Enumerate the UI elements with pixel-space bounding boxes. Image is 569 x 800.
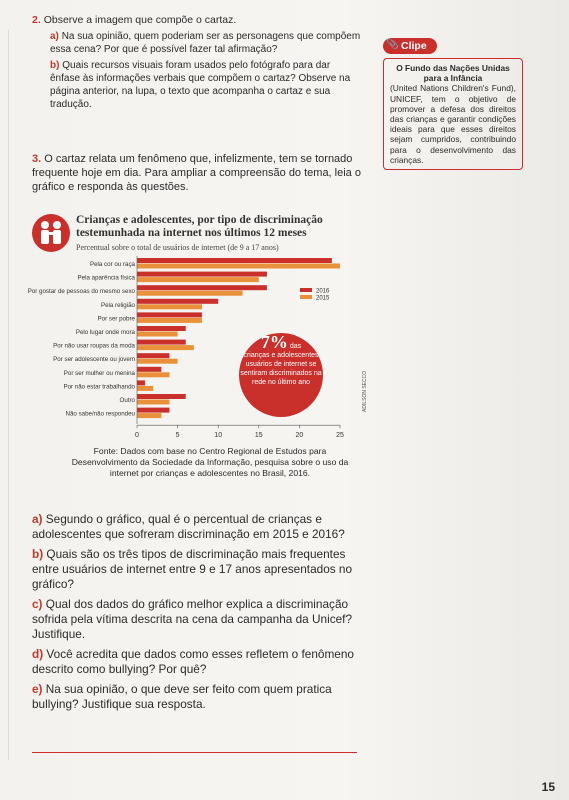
bottom-rule [32, 752, 357, 753]
legend-label-2016: 2016 [316, 288, 330, 295]
clip-box [383, 58, 523, 170]
chart-callout [238, 330, 324, 420]
clip-sidebar [383, 36, 523, 170]
x-tick-label: 0 [135, 432, 139, 440]
question-c-letter: c) [32, 597, 43, 611]
category-label: Por ser adolescente ou jovem [53, 356, 135, 364]
bar-2015 [137, 345, 194, 350]
category-label: Por ser pobre [97, 315, 135, 323]
legend-swatch-2016 [300, 288, 312, 292]
question-d-letter: d) [32, 647, 44, 661]
question-a-text: Segundo o gráfico, qual é o percentual de crianças e adolescentes que sofreram discriminação em 2015 e 2016? [32, 512, 345, 541]
question-b [32, 547, 357, 592]
clip-body: (United Nations Children's Fund), UNICEF, tem o objetivo de promover a defesa dos direitos das crianças e garantir condições ideais para que esses direitos sejam cumpridos, contribuindo para o desenvolvimento das crianças. [390, 83, 516, 165]
question-a-letter: a) [32, 512, 43, 526]
x-tick-label: 5 [175, 432, 180, 440]
question-2 [32, 14, 362, 111]
category-label: Por não estar trabalhando [63, 383, 135, 391]
category-label: Pela cor ou raça [89, 261, 135, 268]
x-tick-label: 20 [295, 432, 304, 440]
x-tick-label: 25 [336, 432, 344, 440]
question-b-letter: b) [32, 547, 44, 561]
category-label: Pela religião [100, 301, 135, 309]
question-c [32, 597, 357, 642]
bar-2015 [137, 359, 178, 364]
bar-2015 [137, 386, 153, 391]
question-c-text: Qual dos dados do gráfico melhor explica a discriminação sofrida pela vítima descrita na cena da campanha da Unicef? Justifique. [32, 597, 353, 641]
bar-2016 [137, 340, 186, 345]
bar-2016 [137, 353, 169, 358]
clip-tab [383, 38, 437, 54]
clip-heading: O Fundo das Nações Unidas para a Infância [396, 63, 510, 84]
category-label: Por não usar roupas da moda [53, 342, 135, 350]
clip-tab-label: Clipe [401, 40, 427, 52]
question-a [32, 512, 357, 542]
bar-2016 [137, 272, 267, 277]
bar-2015 [137, 332, 178, 337]
bar-2015 [137, 372, 169, 377]
question-2a-letter: a) [50, 31, 59, 42]
bar-2015 [137, 264, 340, 269]
question-3 [32, 152, 367, 194]
question-list [32, 512, 357, 717]
bar-2016 [137, 394, 186, 399]
callout-number: 7% [260, 332, 288, 352]
bar-2016 [137, 408, 169, 413]
category-label: Não sabe/não respondeu [65, 410, 135, 418]
question-e-text: Na sua opinião, o que deve ser feito com quem pratica bullying? Justifique sua resposta. [32, 682, 332, 711]
question-2a-text: Na sua opinião, quem poderiam ser as personagens que compõem essa cena? Por que é possível fazer tal afirmação? [50, 31, 361, 55]
question-e [32, 682, 357, 712]
chart-subtitle: Percentual sobre o total de usuários de internet (de 9 a 17 anos) [76, 243, 279, 252]
legend-label-2015: 2015 [316, 295, 330, 302]
category-label: Por ser mulher ou menina [63, 369, 135, 377]
callout-number-suffix: das [289, 343, 302, 350]
bar-2015 [137, 318, 202, 323]
question-e-letter: e) [32, 682, 43, 696]
bar-2015 [137, 277, 259, 282]
question-3-number: 3. [32, 153, 42, 165]
category-label: Outro [119, 397, 135, 404]
question-d-text: Você acredita que dados como esses refletem o fenômeno descrito como bullying? Por quê? [32, 647, 354, 676]
bar-2016 [137, 380, 145, 385]
category-label: Por gostar de pessoas do mesmo sexo [27, 288, 135, 296]
callout-text: crianças e adolescentes usuários de internet se sentiram discriminados na rede no último ano [240, 352, 322, 386]
question-d [32, 647, 357, 677]
photo-credit: ADILSON SECCO [362, 370, 368, 412]
paperclip-icon: 📎 [386, 39, 399, 50]
question-2b-text: Quais recursos visuais foram usados pelo fotógrafo para dar ênfase às informações verbais que compõem o cartaz? Observe na página anterior, na lupa, o texto que acompanha o cartaz e sua tradução. [50, 60, 351, 110]
bar-2016 [137, 258, 332, 263]
x-tick-label: 15 [254, 432, 263, 440]
bar-2016 [137, 367, 161, 372]
question-3-text: O cartaz relata um fenômeno que, infelizmente, tem se tornado frequente hoje em dia. Para ampliar a compreensão do tema, leia o gráfico e responda às questões. [32, 153, 361, 193]
bar-2015 [137, 400, 169, 405]
bar-2016 [137, 312, 202, 317]
page-number: 15 [541, 780, 555, 794]
question-2-number: 2. [32, 14, 41, 26]
legend-swatch-2015 [300, 295, 312, 299]
children-icon [32, 214, 70, 252]
category-label: Pelo lugar onde mora [75, 329, 135, 336]
bar-2016 [137, 326, 186, 331]
bar-2015 [137, 304, 202, 309]
bar-2016 [137, 285, 267, 290]
question-2-text: Observe a imagem que compõe o cartaz. [43, 14, 237, 26]
chart-source: Fonte: Dados com base no Centro Regional de Estudos para Desenvolvimento da Sociedade da Informação, pesquisa sobre o uso da internet por crianças e adolescentes no Brasil, 2016. [71, 446, 349, 478]
bar-2015 [137, 291, 243, 296]
bar-2016 [137, 299, 218, 304]
question-b-text: Quais são os três tipos de discriminação mais frequentes entre usuários de internet entre 9 e 17 anos apresentados no gráfico? [32, 547, 353, 591]
bar-2015 [137, 413, 161, 418]
category-label: Pela aparência física [77, 274, 135, 282]
x-tick-label: 10 [214, 432, 223, 440]
question-2b-letter: b) [50, 60, 60, 71]
chart-title: Crianças e adolescentes, por tipo de discriminação testemunhada na internet nos últimos 12 meses [76, 214, 323, 239]
